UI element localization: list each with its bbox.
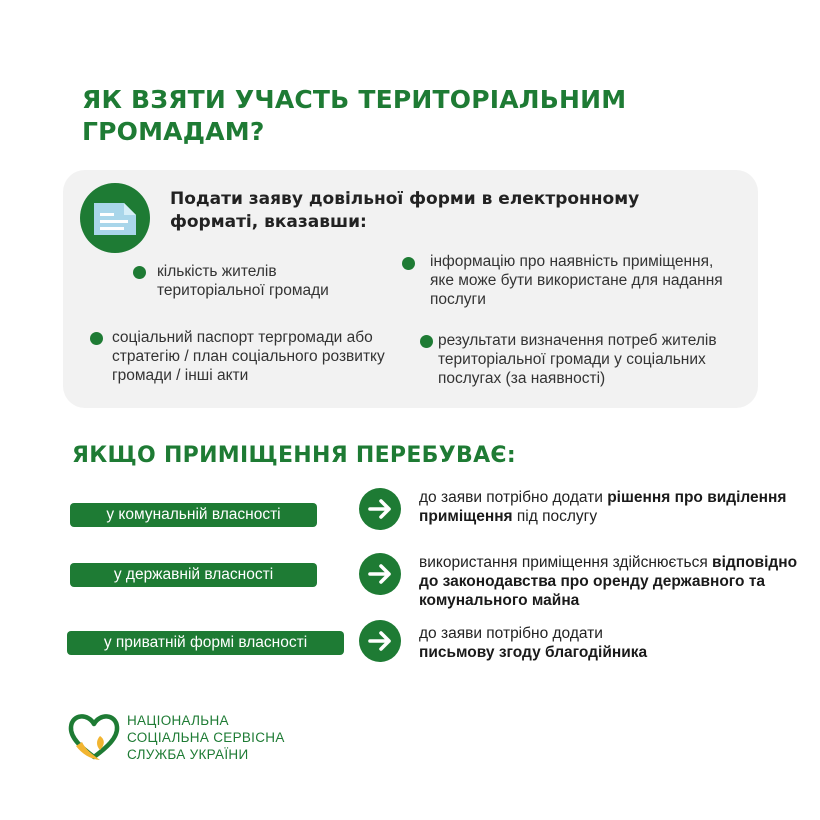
- desc-bold-text: письмову згоду благодійника: [419, 644, 648, 661]
- bullet-dot-icon: [90, 332, 103, 345]
- arrow-right-icon: [359, 488, 401, 530]
- heart-logo-icon: [66, 710, 122, 762]
- row-description: [419, 553, 809, 610]
- list-item: [430, 252, 730, 309]
- list-item-text: результати визначення потреб жителів територіальної громади у соціальних послугах (за наявності): [438, 332, 717, 387]
- bullet-dot-icon: [133, 266, 146, 279]
- logo-line: СОЦІАЛЬНА СЕРВІСНА: [127, 730, 285, 745]
- list-item-text: інформацію про наявність приміщення, яке може бути використане для надання послуги: [430, 253, 723, 308]
- document-icon: [80, 183, 150, 253]
- list-item: [112, 328, 402, 385]
- desc-text: під послугу: [512, 508, 598, 525]
- bullet-dot-icon: [420, 335, 433, 348]
- desc-bold-text: відповідно до законодавства про оренду державного та комунального майна: [419, 554, 798, 609]
- arrow-right-icon: [359, 553, 401, 595]
- logo-text: [127, 712, 347, 763]
- list-item: [157, 262, 387, 300]
- logo-line: НАЦІОНАЛЬНА: [127, 713, 229, 728]
- row-description: [419, 488, 809, 526]
- ownership-badge-communal: у комунальній власності: [70, 503, 317, 527]
- desc-text: до заяви потрібно додати: [419, 625, 603, 642]
- list-item-text: кількість жителів територіальної громади: [157, 263, 329, 299]
- bullet-dot-icon: [402, 257, 415, 270]
- row-description: [419, 624, 809, 662]
- desc-bold-text: рішення про виділення приміщення: [419, 489, 787, 525]
- logo-line: СЛУЖБА УКРАЇНИ: [127, 747, 249, 762]
- section-title: ЯКЩО ПРИМІЩЕННЯ ПЕРЕБУВАЄ:: [72, 443, 516, 468]
- desc-text: до заяви потрібно додати: [419, 489, 608, 506]
- arrow-right-icon: [359, 620, 401, 662]
- page-title: ЯК ВЗЯТИ УЧАСТЬ ТЕРИТОРІАЛЬНИМ ГРОМАДАМ?: [82, 85, 627, 146]
- card-heading: Подати заяву довільної форми в електронному форматі, вказавши:: [170, 189, 640, 232]
- list-item-text: соціальний паспорт тергромади або стратегію / план соціального розвитку громади / інші акти: [112, 329, 385, 384]
- list-item: [438, 331, 748, 388]
- desc-text: використання приміщення здійснюється: [419, 554, 713, 571]
- ownership-badge-state: у державній власності: [70, 563, 317, 587]
- ownership-badge-private: у приватній формі власності: [67, 631, 344, 655]
